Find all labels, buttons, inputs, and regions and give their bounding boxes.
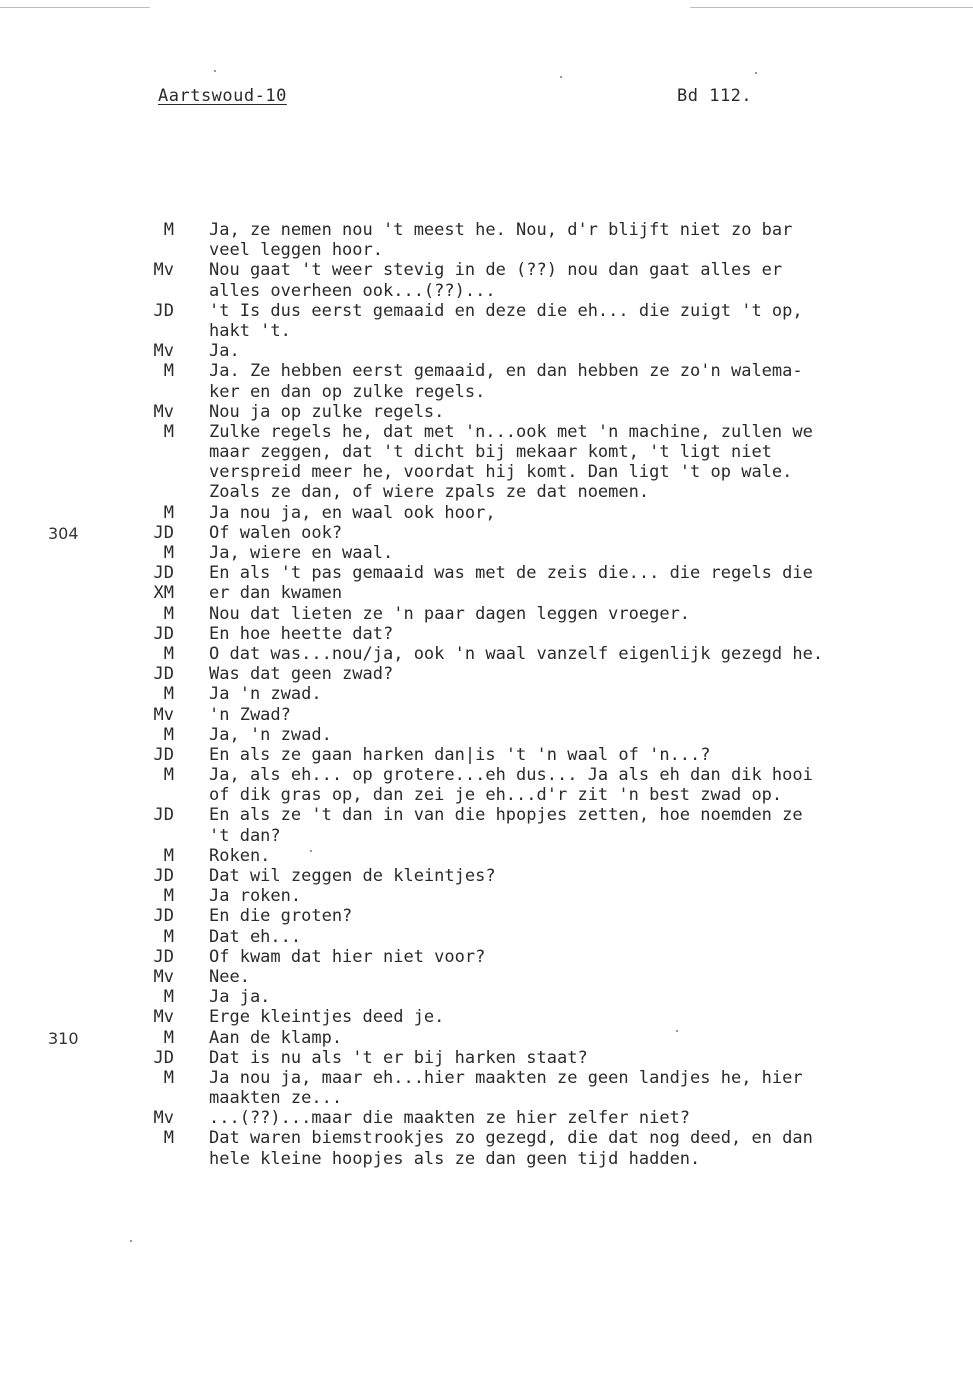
speaker-label: M <box>163 643 174 664</box>
utterance-text: maar zeggen, dat 't dicht bij mekaar komt, 't ligt niet <box>209 442 772 463</box>
utterance-text: 't dan? <box>209 825 281 846</box>
speaker-label: M <box>163 1027 174 1048</box>
utterance-text: verspreid meer he, voordat hij komt. Dan ligt 't op wale. <box>209 462 793 483</box>
scan-speck <box>130 1240 132 1242</box>
utterance-text: En als 't pas gemaaid was met de zeis die... die regels die <box>209 563 813 584</box>
speaker-label: M <box>163 845 174 866</box>
transcript-line <box>140 402 960 422</box>
speaker-label: JD <box>153 522 174 543</box>
utterance-text: En hoe heette dat? <box>209 623 394 644</box>
transcript-line <box>140 987 960 1007</box>
transcript-line <box>140 664 960 684</box>
utterance-text: Ja ja. <box>209 987 271 1008</box>
utterance-text: Ja nou ja, en waal ook hoor, <box>209 502 496 523</box>
utterance-text: er dan kwamen <box>209 583 343 604</box>
speaker-label: JD <box>153 866 174 886</box>
scan-speck <box>755 72 757 74</box>
scan-speck <box>560 76 562 78</box>
transcript-line <box>140 1028 960 1048</box>
speaker-label: JD <box>153 664 174 685</box>
speaker-label: JD <box>153 906 174 927</box>
utterance-text: Dat is nu als 't er bij harken staat? <box>209 1047 588 1068</box>
utterance-text: Roken. <box>209 845 271 866</box>
transcript-line <box>140 240 960 260</box>
transcript-line <box>140 846 960 866</box>
transcript-line <box>140 1068 960 1088</box>
utterance-text: Of walen ook? <box>209 522 343 543</box>
utterance-text: of dik gras op, dan zei je eh...d'r zit 'n best zwad op. <box>209 785 783 806</box>
speaker-label: Mv <box>153 401 174 422</box>
utterance-text: Dat waren biemstrookjes zo gezegd, die dat nog deed, en dan <box>209 1128 813 1149</box>
speaker-label: Mv <box>153 966 174 987</box>
utterance-text: Of kwam dat hier niet voor? <box>209 946 486 967</box>
scan-speck <box>310 850 312 852</box>
transcript-line <box>140 644 960 664</box>
utterance-text: maakten ze... <box>209 1088 343 1109</box>
transcript-line <box>140 543 960 563</box>
transcript-line <box>140 805 960 825</box>
speaker-label: JD <box>153 623 174 644</box>
transcript-line <box>140 886 960 906</box>
speaker-label: M <box>163 886 174 907</box>
speaker-label: JD <box>153 300 174 321</box>
page-number: Bd 112. <box>677 86 753 106</box>
speaker-label: JD <box>153 744 174 765</box>
transcript-line <box>140 1048 960 1068</box>
transcript-line <box>140 906 960 926</box>
scan-speck <box>214 70 216 72</box>
speaker-label: M <box>163 724 174 745</box>
utterance-text: En als ze 't dan in van die hpopjes zetten, hoe noemden ze <box>209 805 803 826</box>
speaker-label: M <box>163 543 174 563</box>
transcript-line <box>140 826 960 846</box>
utterance-text: ker en dan op zulke regels. <box>209 381 486 402</box>
speaker-label: M <box>163 684 174 705</box>
transcript-line <box>140 1007 960 1027</box>
transcript-line <box>140 967 960 987</box>
utterance-text: O dat was...nou/ja, ook 'n waal vanzelf eigenlijk gezegd he. <box>209 643 824 664</box>
utterance-text: Zulke regels he, dat met 'n...ook met 'n machine, zullen we <box>209 421 813 442</box>
transcript-line <box>140 563 960 583</box>
speaker-label: M <box>163 926 174 947</box>
scan-speck <box>676 1030 678 1032</box>
speaker-label: Mv <box>153 1007 174 1028</box>
utterance-text: Nou ja op zulke regels. <box>209 401 445 422</box>
utterance-text: 't Is dus eerst gemaaid en deze die eh... die zuigt 't op, <box>209 300 803 321</box>
utterance-text: Dat eh... <box>209 926 302 947</box>
utterance-text: Ja. <box>209 341 240 362</box>
utterance-text: 'n Zwad? <box>209 704 291 725</box>
top-rule-right <box>690 7 973 8</box>
utterance-text: Ja, wiere en waal. <box>209 543 394 563</box>
transcript-line <box>140 1149 960 1169</box>
transcript-line <box>140 503 960 523</box>
utterance-text: Ja nou ja, maar eh...hier maakten ze geen landjes he, hier <box>209 1067 803 1088</box>
transcript-line <box>140 422 960 442</box>
speaker-label: M <box>163 603 174 624</box>
speaker-label: M <box>163 421 174 442</box>
speaker-label: Mv <box>153 704 174 725</box>
speaker-label: M <box>163 1128 174 1149</box>
speaker-label: XM <box>153 583 174 604</box>
speaker-label: Mv <box>153 1108 174 1129</box>
speaker-label: Mv <box>153 260 174 281</box>
utterance-text: hele kleine hoopjes als ze dan geen tijd hadden. <box>209 1148 701 1169</box>
speaker-label: JD <box>153 805 174 826</box>
transcript-line <box>140 482 960 502</box>
transcript-line <box>140 947 960 967</box>
speaker-label: JD <box>153 1047 174 1068</box>
speaker-label: M <box>163 1067 174 1088</box>
transcript-line <box>140 604 960 624</box>
transcript-line <box>140 281 960 301</box>
utterance-text: Zoals ze dan, of wiere zpals ze dat noemen. <box>209 482 650 503</box>
speaker-label: JD <box>153 946 174 967</box>
transcript-line <box>140 705 960 725</box>
utterance-text: Dat wil zeggen de kleintjes? <box>209 866 496 886</box>
transcript-line <box>140 382 960 402</box>
utterance-text: ...(??)...maar die maakten ze hier zelfer niet? <box>209 1108 691 1129</box>
speaker-label: M <box>163 502 174 523</box>
utterance-text: Nou gaat 't weer stevig in de (??) nou dan gaat alles er <box>209 260 783 281</box>
transcript-line <box>140 684 960 704</box>
utterance-text: En die groten? <box>209 906 353 927</box>
utterance-text: Nee. <box>209 966 250 987</box>
transcript-line <box>140 260 960 280</box>
utterance-text: Ja, als eh... op grotere...eh dus... Ja als eh dan dik hooi <box>209 765 813 786</box>
transcript-line <box>140 1128 960 1148</box>
transcript-line <box>140 462 960 482</box>
utterance-text: Nou dat lieten ze 'n paar dagen leggen vroeger. <box>209 603 691 624</box>
margin-line-number: 304 <box>48 524 79 543</box>
utterance-text: hakt 't. <box>209 320 291 341</box>
utterance-text: Ja 'n zwad. <box>209 684 322 705</box>
speaker-label: M <box>163 987 174 1008</box>
transcript-line <box>140 745 960 765</box>
document-id: Aartswoud-10 <box>158 86 287 106</box>
transcript-line <box>140 927 960 947</box>
utterance-text: Aan de klamp. <box>209 1027 343 1048</box>
utterance-text: Erge kleintjes deed je. <box>209 1007 445 1028</box>
speaker-label: Mv <box>153 341 174 362</box>
transcript-line <box>140 442 960 462</box>
utterance-text: Ja roken. <box>209 886 302 907</box>
transcript-line <box>140 220 960 240</box>
transcript <box>140 220 960 1169</box>
top-rule-left <box>0 7 150 8</box>
transcript-line <box>140 1108 960 1128</box>
transcript-line <box>140 341 960 361</box>
transcript-line <box>140 785 960 805</box>
utterance-text: Ja, ze nemen nou 't meest he. Nou, d'r blijft niet zo bar <box>209 220 793 240</box>
transcript-line <box>140 725 960 745</box>
utterance-text: alles overheen ook...(??)... <box>209 280 496 301</box>
transcript-line <box>140 866 960 886</box>
utterance-text: veel leggen hoor. <box>209 240 383 261</box>
transcript-line <box>140 321 960 341</box>
transcript-line <box>140 301 960 321</box>
utterance-text: Was dat geen zwad? <box>209 664 394 685</box>
speaker-label: M <box>163 220 174 240</box>
speaker-label: M <box>163 765 174 786</box>
utterance-text: Ja. Ze hebben eerst gemaaid, en dan hebben ze zo'n walema- <box>209 361 803 382</box>
transcript-line <box>140 583 960 603</box>
speaker-label: M <box>163 361 174 382</box>
utterance-text: En als ze gaan harken dan|is 't 'n waal of 'n...? <box>209 744 711 765</box>
transcript-line <box>140 765 960 785</box>
transcript-line <box>140 1088 960 1108</box>
transcript-line <box>140 523 960 543</box>
margin-line-number: 310 <box>48 1029 79 1048</box>
transcript-line <box>140 361 960 381</box>
transcript-line <box>140 624 960 644</box>
utterance-text: Ja, 'n zwad. <box>209 724 332 745</box>
speaker-label: JD <box>153 563 174 584</box>
